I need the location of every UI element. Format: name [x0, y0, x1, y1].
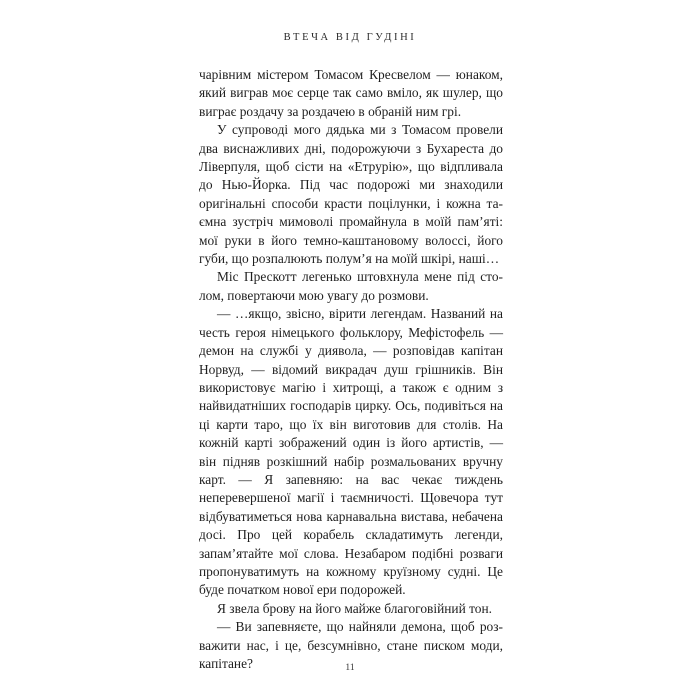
body-text — [199, 66, 503, 673]
page-number: 11 — [345, 663, 355, 673]
paragraph-question: — Ви запевняєте, що найняли демона, щоб розважити нас, і це, безсумнівно, стане писком моди, капітане? — [199, 619, 503, 671]
paragraph-raised-brow: Я звела брову на його майже благоговійний тон. — [217, 600, 492, 616]
paragraph-captain-speech: — …якщо, звісно, вірити легендам. Названий на честь героя німецького фольклору, Мефістофель — демон на службі у диявола, — розповідав капітан Норвуд, — відомий викрадач душ грішників. Він використовує магію і хитрощі, а також є одним з найвидатніших господарів цирку. Ось, подивіться на ці карти таро, що їх він виготовив для столів. На кожній карті зображений один із його артистів, — він підняв розкішний набір розмальованих вручну карт. — Я запевняю: на вас чекає тиждень неперевершеної магії і таємничості. Щовечора тут відбуватиметься нова карнавальна вистава, небачена досі. Про цей корабель складатимуть легенди, запам’ятайте мої слова. Незабаром подібні розваги пропонуватимуть на кожному круїзному судні. Це буде початком нової ери подорожей. — [199, 306, 503, 598]
paragraph-journey: У супроводі мого дядька ми з Томасом провели два виснажливих дні, подорожуючи з Бухареста до Ліверпуля, щоб сісти на «Етрурію», що відпливала до Нью-Йорка. Під час подорожі ми знаходили оригінальні способи красти поцілунки, і кожна таємна зустріч мимоволі промайнула в моїй пам’яті: мої руки в його темно-каштановому волоссі, його губи, що розпалюють полум’я на моїй шкірі, наші… — [199, 122, 503, 267]
paragraph-miss-prescott: Міс Прескотт легенько штовхнула мене під столом, повертаючи мою увагу до розмови. — [199, 269, 503, 303]
paragraph-continuation: чарівним містером Томасом Кресвелом — юнаком, який виграв моє серце так само вміло, як шулер, що виграє роздачу за роздачею в обраній ним грі. — [199, 67, 503, 119]
running-head-title: ВТЕЧА ВІД ГУДІНІ — [283, 32, 417, 43]
